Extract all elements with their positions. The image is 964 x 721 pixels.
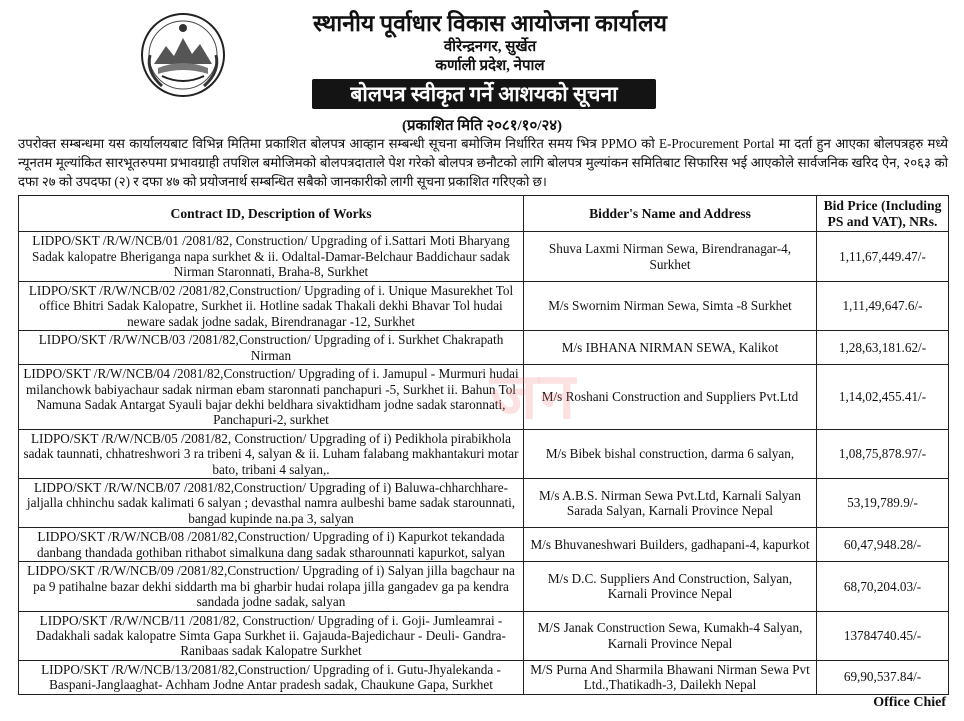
- table-row: [19, 479, 949, 528]
- bidder-cell: M/s A.B.S. Nirman Sewa Pvt.Ltd, Karnali Salyan Sarada Salyan, Karnali Province Nepal: [524, 479, 817, 528]
- watermark: जन: [490, 360, 578, 434]
- price-cell: 68,70,204.03/-: [817, 562, 949, 611]
- contract-cell: LIDPO/SKT /R/W/NCB/08 /2081/82,Construction/ Upgrading of i) Kapurkot tekandada danbang thandada gothiban rithabot simalkuna dang sadak stharounnati kapurkot, salyan: [19, 528, 524, 562]
- header-contract: Contract ID, Description of Works: [19, 196, 524, 232]
- bidder-cell: M/s Bibek bishal construction, darma 6 salyan,: [524, 429, 817, 478]
- bidder-cell: M/s Bhuvaneshwari Builders, gadhapani-4, kapurkot: [524, 528, 817, 562]
- contract-cell: LIDPO/SKT /R/W/NCB/05 /2081/82, Construction/ Upgrading of i) Pedikhola pirabikhola sadak taunnati, chhatreshwori 3 ra tribeni 4, salyan & ii. Luham falabang makhantakuri motar bato, tribani 4 salyan,.: [19, 429, 524, 478]
- table-row: [19, 611, 949, 660]
- price-cell: 13784740.45/-: [817, 611, 949, 660]
- price-cell: 1,11,49,647.6/-: [817, 282, 949, 331]
- price-cell: 1,11,67,449.47/-: [817, 232, 949, 282]
- contract-cell: LIDPO/SKT /R/W/NCB/07 /2081/82,Construction/ Upgrading of i) Baluwa-chharchhare-jaljalla chhinchu sadak kalimati 6 salyan ; devasthal namra aulbeshi bame sadak starounnati, bangad kupinde na.pa 3, salyan: [19, 479, 524, 528]
- table-row: [19, 660, 949, 694]
- price-cell: 1,28,63,181.62/-: [817, 331, 949, 365]
- header-bidder: Bidder's Name and Address: [524, 196, 817, 232]
- contract-cell: LIDPO/SKT /R/W/NCB/09 /2081/82,Construction/ Upgrading of i) Salyan jilla bagchaur na pa 9 patihalne bazar dekhi siddarth ma bi gharbir hudai rolapa jilla gangadev ga pa kendra sandada jodne sadak, salyan: [19, 562, 524, 611]
- bidder-cell: M/s Roshani Construction and Suppliers Pvt.Ltd: [524, 365, 817, 430]
- table-row: [19, 365, 949, 430]
- price-cell: 1,08,75,878.97/-: [817, 429, 949, 478]
- office-chief-signatory: Office Chief: [873, 695, 946, 710]
- header-price: Bid Price (Including PS and VAT), NRs.: [817, 196, 949, 232]
- price-cell: 69,90,537.84/-: [817, 660, 949, 694]
- table-row: [19, 528, 949, 562]
- office-title: स्थानीय पूर्वाधार विकास आयोजना कार्यालय: [313, 11, 667, 36]
- contract-cell: LIDPO/SKT /R/W/NCB/13/2081/82,Construction/ Upgrading of i. Gutu-Jhyalekanda - Baspani-Janglaaghat- Achham Jodne Antar pradesh sadak, Chaukune Gapa, Surkhet: [19, 660, 524, 694]
- bidder-cell: M/s D.C. Suppliers And Construction, Salyan, Karnali Province Nepal: [524, 562, 817, 611]
- intro-paragraph: उपरोक्त सम्बन्धमा यस कार्यालयबाट विभिन्न मितिमा प्रकाशित बोलपत्र आव्हान सम्बन्धी सूचना बमोजिम निर्धारित समय भित्र PPMO को E-Procurement Portal मा दर्ता हुन आएका बोलपत्रहरु मध्ये न्यूनतम मूल्यांकित सारभूतरुपमा प्रभावग्राही तपशिल बमोजिमको बोलपत्रदाताले पेश गरेको बोलपत्र छनौटको लागि बोलपत्र मुल्यांकन समितिबाट सिफारिस भई आएकोले सार्वजनिक खरिद ऐन, २०६३ को दफा २७ को उपदफा (२) र दफा ४७ को प्रयोजनार्थ सम्बन्धित सबैको जानकारीको लागी सूचना प्रकाशित गरिएको छ।: [18, 136, 948, 189]
- location-city: वीरेन्द्रनगर, सुर्खेत: [443, 39, 537, 55]
- bidder-cell: M/s Swornim Nirman Sewa, Simta -8 Surkhet: [524, 282, 817, 331]
- price-cell: 60,47,948.28/-: [817, 528, 949, 562]
- contract-cell: LIDPO/SKT /R/W/NCB/01 /2081/82, Construction/ Upgrading of i.Sattari Moti Bharyang Sadak kalopatre Bheriganga napa surkhet & ii. Odaltal-Damar-Belchaur Baddichaur sadak Nirman Staronnati, Braha-8, Surkhet: [19, 232, 524, 282]
- bidder-cell: M/S Purna And Sharmila Bhawani Nirman Sewa Pvt Ltd.,Thatikadh-3, Dailekh Nepal: [524, 660, 817, 694]
- bid-results-table: [18, 195, 949, 695]
- price-cell: 1,14,02,455.41/-: [817, 365, 949, 430]
- table-row: [19, 562, 949, 611]
- bidder-cell: M/s IBHANA NIRMAN SEWA, Kalikot: [524, 331, 817, 365]
- table-row: [19, 331, 949, 365]
- contract-cell: LIDPO/SKT /R/W/NCB/02 /2081/82,Construction/ Upgrading of i. Unique Masurekhet Tol office Bhitri Sadak Kalopatre, Surkhet ii. Hotline sadak Thakali dekhi Bhavar Tol hudai neware sadak jodne sadak, Birendranagar -12, Surkhet: [19, 282, 524, 331]
- bidder-cell: M/S Janak Construction Sewa, Kumakh-4 Salyan, Karnali Province Nepal: [524, 611, 817, 660]
- table-row: [19, 429, 949, 478]
- contract-cell: LIDPO/SKT /R/W/NCB/03 /2081/82,Construction/ Upgrading of i. Surkhet Chakrapath Nirman: [19, 331, 524, 365]
- table-row: [19, 282, 949, 331]
- table-row: [19, 232, 949, 282]
- bidder-cell: Shuva Laxmi Nirman Sewa, Birendranagar-4, Surkhet: [524, 232, 817, 282]
- location-province: कर्णाली प्रदेश, नेपाल: [435, 58, 545, 74]
- table-header-row: [19, 196, 949, 232]
- contract-cell: LIDPO/SKT /R/W/NCB/11 /2081/82, Construction/ Upgrading of i. Goji- Jumleamrai - Dadakhali sadak kalopatre Simta Gapa Surkhet ii. Gajauda-Bajedichaur - Deuli- Gandra-Ranibaas sadak Kalopatre Surkhet: [19, 611, 524, 660]
- notice-title-banner: बोलपत्र स्वीकृत गर्ने आशयको सूचना: [312, 79, 656, 109]
- contract-cell: LIDPO/SKT /R/W/NCB/04 /2081/82,Construction/ Upgrading of i. Jamupul - Murmuri hudai milanchowk babiyachaur sadak nirman ebam staronnati panchapuri -5, Surkhet ii. Bahun Tol Namuna Sadak Antargat Syauli bajar dekhi beldhara sivaktidham jodne sadak staronnati, Panchapuri-2, surkhet: [19, 365, 524, 430]
- publication-date: (प्रकाशित मिति २०८१/१०/२४): [401, 118, 563, 134]
- price-cell: 53,19,789.9/-: [817, 479, 949, 528]
